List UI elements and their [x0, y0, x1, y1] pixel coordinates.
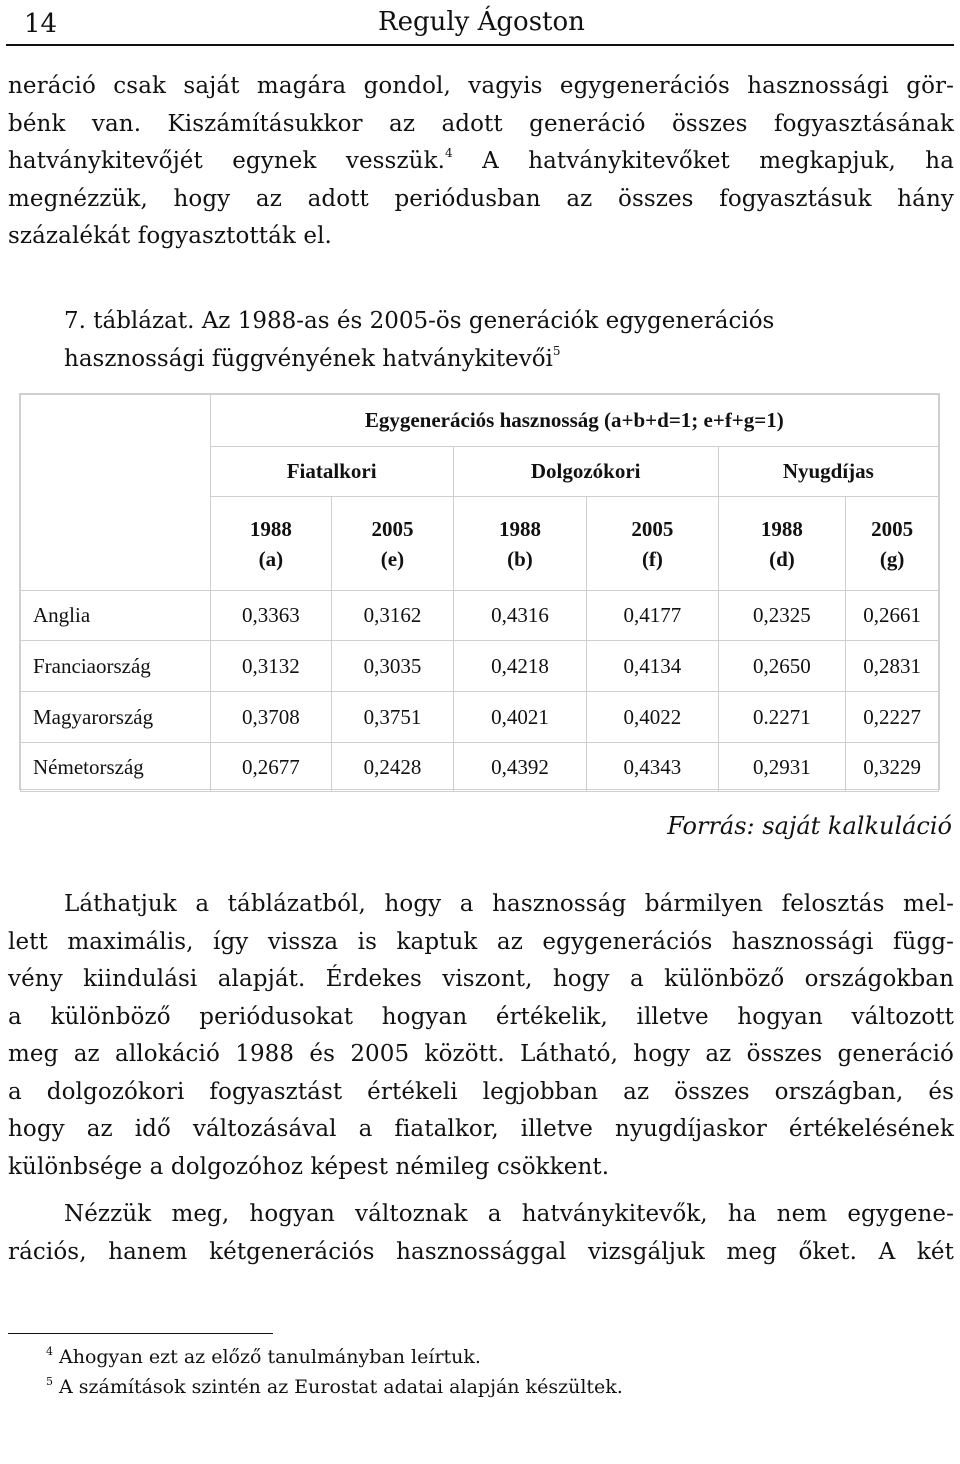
text-line: különbsége a dolgozóhoz képest némileg csökkent.: [8, 1153, 610, 1180]
year-label: 1988: [760, 516, 803, 541]
year-label: 2005: [631, 516, 674, 541]
paragraph-intro: [8, 68, 954, 256]
value-cell: 0,4316: [453, 591, 586, 641]
table-corner-cell: [21, 447, 211, 497]
year-header: [332, 497, 454, 591]
value-cell: 0,2428: [332, 743, 454, 792]
year-header: [453, 497, 586, 591]
group-header: Fiatalkori: [210, 447, 453, 497]
footnote-number: 5: [46, 1375, 53, 1388]
year-code: (b): [507, 546, 533, 571]
value-cell: 0,3035: [332, 641, 454, 692]
text-segment: hatványkitevőjét egynek vesszük.: [8, 148, 446, 174]
value-cell: 0,4134: [587, 641, 718, 692]
year-code: (a): [258, 546, 284, 571]
value-cell: 0,2325: [718, 591, 846, 641]
year-header: [718, 497, 846, 591]
year-header: [846, 497, 939, 591]
text-line: bénk van. Kiszámításukkor az adott generáció összes fogyasztásának: [8, 110, 954, 137]
value-cell: 0.2271: [718, 692, 846, 743]
year-label: 2005: [871, 516, 914, 541]
value-cell: 0,3708: [210, 692, 332, 743]
table-corner-cell: [21, 497, 211, 591]
footnote-ref-5[interactable]: 5: [552, 344, 561, 358]
value-cell: 0,3162: [332, 591, 454, 641]
value-cell: 0,2831: [846, 641, 939, 692]
text-line: [8, 143, 954, 181]
table-row: [21, 692, 939, 743]
value-cell: 0,2650: [718, 641, 846, 692]
year-code: (f): [641, 546, 663, 571]
text-line: a dolgozókori fogyasztást értékeli legjobban az összes országban, és: [8, 1078, 954, 1105]
page-number: 14: [24, 9, 58, 39]
table-row: [21, 641, 939, 692]
footnote-text: Ahogyan ezt az előző tanulmányban leírtuk.: [59, 1346, 481, 1368]
value-cell: 0,4177: [587, 591, 718, 641]
text-line: megnézzük, hogy az adott periódusban az összes fogyasztásuk hány: [8, 185, 954, 212]
footnote-divider: [8, 1333, 273, 1334]
footnote-4: [46, 1346, 481, 1368]
footnote-number: 4: [46, 1345, 53, 1358]
text-segment: A hatványkitevőket megkapjuk, ha: [452, 148, 955, 174]
footnote-5: [46, 1376, 623, 1398]
year-code: (d): [769, 546, 795, 571]
data-table-container: [19, 393, 940, 790]
value-cell: 0,4218: [453, 641, 586, 692]
caption-line: 7. táblázat. Az 1988-as és 2005-ös generációk egygenerációs: [64, 308, 775, 334]
country-cell: Németország: [21, 743, 211, 792]
text-line: lett maximális, így vissza is kaptuk az egygenerációs hasznossági függ-: [8, 928, 954, 955]
text-line: rációs, hanem kétgenerációs hasznossággal vizsgáljuk meg őket. A két: [8, 1238, 954, 1265]
text-line: Láthatjuk a táblázatból, hogy a hasznosság bármilyen felosztás mel-: [64, 891, 954, 917]
value-cell: 0,4343: [587, 743, 718, 792]
value-cell: 0,4392: [453, 743, 586, 792]
value-cell: 0,3751: [332, 692, 454, 743]
paragraph-discussion: [8, 886, 954, 1186]
year-header: [587, 497, 718, 591]
value-cell: 0,3132: [210, 641, 332, 692]
value-cell: 0,2227: [846, 692, 939, 743]
table-title: Egygenerációs hasznosság (a+b+d=1; e+f+g=1): [210, 395, 938, 447]
year-header: [210, 497, 332, 591]
running-head: Reguly Ágoston: [378, 7, 585, 37]
year-label: 1988: [498, 516, 541, 541]
text-line: hogy az idő változásával a fiatalkor, illetve nyugdíjaskor értékelésének: [8, 1116, 954, 1142]
text-line: a különböző periódusokat hogyan értékelik, illetve hogyan változott: [8, 1003, 954, 1030]
year-code: (e): [380, 546, 405, 571]
country-cell: Magyarország: [21, 692, 211, 743]
country-cell: Anglia: [21, 591, 211, 641]
text-line: neráció csak saját magára gondol, vagyis egygenerációs hasznossági gör-: [8, 73, 954, 99]
value-cell: 0,3363: [210, 591, 332, 641]
value-cell: 0,2931: [718, 743, 846, 792]
text-line: Nézzük meg, hogyan változnak a hatványkitevők, ha nem egygene-: [64, 1201, 954, 1227]
country-cell: Franciaország: [21, 641, 211, 692]
table-corner-cell: [21, 395, 211, 447]
group-header: Dolgozókori: [453, 447, 718, 497]
value-cell: 0,2677: [210, 743, 332, 792]
paragraph-next: [8, 1196, 954, 1271]
year-label: 1988: [249, 516, 292, 541]
caption-line: [64, 340, 944, 378]
value-cell: 0,4022: [587, 692, 718, 743]
footnote-text: A számítások szintén az Eurostat adatai alapján készültek.: [59, 1376, 623, 1398]
data-table: [20, 394, 939, 792]
value-cell: 0,3229: [846, 743, 939, 792]
year-label: 2005: [371, 516, 414, 541]
table-row: [21, 743, 939, 792]
group-header: Nyugdíjas: [718, 447, 938, 497]
text-line: vény kiindulási alapját. Érdekes viszont, hogy a különböző országokban: [8, 966, 954, 992]
year-code: (g): [879, 546, 905, 571]
text-line: százalékát fogyasztották el.: [8, 223, 332, 249]
value-cell: 0,4021: [453, 692, 586, 743]
footnote-ref-4[interactable]: 4: [445, 146, 453, 160]
caption-text: hasznossági függvényének hatványkitevői: [64, 346, 553, 372]
text-line: meg az allokáció 1988 és 2005 között. Látható, hogy az összes generáció: [8, 1041, 954, 1067]
table-source-note: Forrás: saját kalkuláció: [667, 812, 952, 840]
table-caption: [64, 302, 944, 378]
value-cell: 0,2661: [846, 591, 939, 641]
page-header: [6, 0, 954, 46]
table-row: [21, 591, 939, 641]
